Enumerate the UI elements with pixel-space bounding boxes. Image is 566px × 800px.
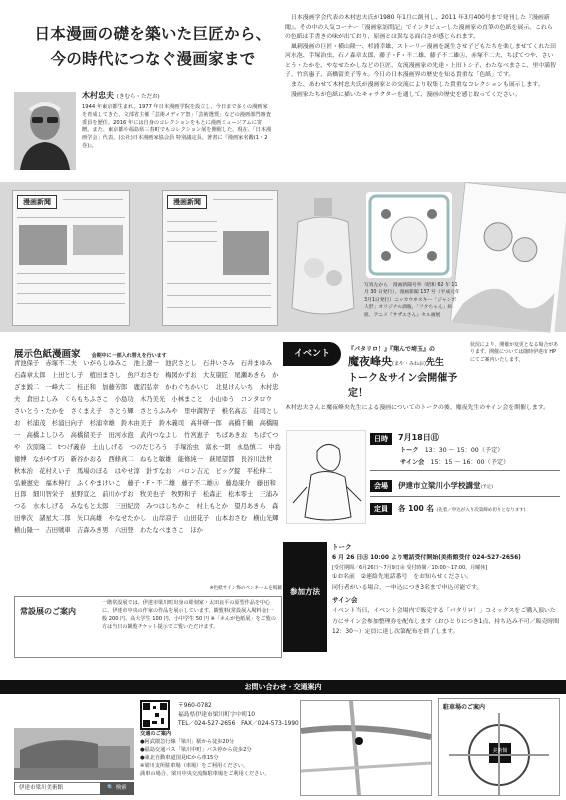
parking-map-title: 駐車場のご案内 (443, 704, 486, 711)
area-map (300, 700, 432, 796)
venue-label: 会場 (370, 480, 392, 492)
permanent-exhibit-text: 一階常設展では、伊達市梁川町出身の彫刻家・太田良平の原型作品を中心に、伊達市中央の作家の作品を展示しています。観覧料(常設展入場料金)一般 200 円、高大学生 100 円、小中学生 50 円 ※「ネんが色紙展」をご覧の方は当日の観覧チケット提示でご覧いただけます。 (102, 600, 276, 630)
parking-map (438, 698, 560, 796)
intro-p1: 日本漫画学会代表の木村忠夫氏が1980 年1月に創刊し、2011 年3月400号まで発刊した『漫画新聞』。その中の人気コーナー「漫画家訪問記」でインタビューした漫画家の直筆の色紙を展示。これらの色紙は手書きの味が出ており、原画とは異なる面白さが感じられます。 (285, 15, 553, 41)
artist-list: 青池保子 赤塚不二夫 いがらしゆみこ 池上遼一 池沢さとし 石井いさみ 石井まゆみ 石森章太郎 上田とし子 植田まさし 魚戸おさむ 梅図かずお 大友康匠 尾瀬あきら かざま鋭二 一峰大二 桂正和 加藤芳郎 鹿沼弘幸 かわぐちかいじ 北見けんいち 木村忠夫 倉田よしみ くらもちふさこ 小島功 木乃美光 小林まこと 小山ゆう コンタロウ さいとう・たかを さくまえ子 さとう輝 さとうふみや 里中満智子 椎名高志 荘司としお 杉浦茂 杉浦日向子 杉浦幸雄 鈴木由美子 鈴木義司 高井研一郎 高橋千鶴 高橋陽一 高橋よしひろ 高橋留美子 田河水泡 武内つなよし 竹宮恵子 ちばあきお ちばてつや 次原隆二 tつげ義春 土山しげる つのだじろう 手塚治虫 富永一朗 永島慎二 中島徳博 ながやす巧 新谷かおる 西條真二 ねもと敏雄 能條純一 萩尾望都 長谷川法世 秋本治 花村えい子 馬場のぼる はやせ淳 針すなお バロン吉元 ビッグ錠 平松伸二 弘兼憲史 福本伸行 ふくやまけいこ 藤子・F・不二雄 藤子不二雄Ⓐ 藤島康介 藤田和日郎 細川智栄子 星野宣之 前川かずお 牧美也子 牧野和子 松森正 松本零士 三浦みつる 水木しげる みなもと太郎 三田紀房 みつはしちかこ 村上もとか 望月あきら 森田拳次 諸星大二郎 矢口高雄 やなせたかし 山岸凉子 山田花子 山本おさむ 横山光輝 横山隆一 吉田戦車 吉森みき男 六田登 わたなべまさこ ほか (14, 360, 285, 535)
join-method-label: 参加方法 (283, 542, 327, 652)
divider (370, 470, 560, 471)
guest-illustration (286, 430, 366, 524)
capacity-label: 定員 (370, 503, 392, 515)
newspaper-photo-1: 漫画新聞 (12, 190, 130, 326)
divider (370, 496, 560, 497)
museum-photo (14, 728, 134, 780)
headline (18, 22, 288, 72)
newspaper-photo-2: 漫画新聞 (162, 190, 278, 326)
date-value: 7月18日㊐ (398, 433, 439, 442)
talk-time-row: トーク 13：30 ～ 15：00（予定） (400, 447, 504, 454)
bio-text: 1944 年東京都生まれ。1977 年日本漫画学院を設立し、今日まで多くの漫画家を育成してきた。文部省主催「芸術メディア祭」「芸術選奨」などの漫画部門審査委員を歴任。2016 年には自身のコレクションをもとに漫画ミュージアムに寄贈。また、東京都や福島県三春町でもコレクション展を開催した。現在、「日本漫画学会」代表。(公社)日本漫画家協会員 特別議定長。著書に『漫画家名鑑(1・2巻)』。 (82, 104, 272, 149)
bio-name: 木村忠夫 (きむら・ただお) (82, 91, 160, 100)
intro-text (285, 14, 557, 100)
venue-value: 伊達市立梁川小学校講堂(予定) (398, 481, 494, 490)
event-description: 木村忠夫さんと魔夜峰央先生による漫画についてのトークの後、魔夜先生のサイン会を開催します。 (285, 405, 550, 411)
permanent-exhibit-title: 常設展のご案内 (20, 607, 76, 616)
intro-p2: 風刺漫画の巨匠・横山隆一、杉浦幸雄、ストーリー漫画を誕生させ子どもたちを楽しませてくれた田河水泡、手塚治虫、石ノ森章太郎、藤子・F・不二雄、藤子不二雄Ⓐ、赤塚不二夫、ちばてつや、さいとう・たかを、やなせたかしなどの巨匠、女流漫画家の先達・上田トシ子、わたなべまさこ、里中満智子、竹宮惠子、高橋留美子等々。今日の日本漫画界の歴史を知る貴重な「色紙」です。 (285, 43, 557, 79)
event-badge: イベント (283, 342, 341, 366)
museum-marker: 美術館 (492, 748, 508, 754)
artist-footnote: ※色紙サイン怖のペンネームを掲載 (209, 586, 282, 591)
search-input[interactable]: 伊達市梁川美術館 (14, 782, 134, 795)
headline-line1: 日本漫画の礎を築いた巨匠から、 (34, 25, 272, 43)
event-notice: 状況により、開催が変更となる場合があります。開催については随時伊達市 HP にてご案内いたします。 (470, 342, 559, 363)
capacity-value: 各 100 名 (先着／申込が入り次第締め切りとなります) (398, 504, 526, 513)
event-title: 『パタリロ！』『翔んで埼玉』の 魔夜峰央(まや・みねお)先生 トーク＆サイン会開催予定！ (348, 346, 458, 399)
fukuchan-plate-photo (366, 192, 452, 278)
sign-time-row: サイン会 15：15 ～ 16：00（予定） (400, 459, 510, 466)
sazae-cel-photo (450, 182, 566, 332)
intro-p4: 漫画家たちが色紙に描いたキャラクターを通して、漫画の歴史を感じ取ってください。 (291, 91, 521, 98)
contact-info: 〒960-0782 福島県伊達市梁川町字中町10 TEL／024-527-2656 FAX／024-573-1990 (178, 703, 299, 727)
intro-p3: また、あわせて木村忠夫氏が漫画家との交流により収集した貴重なコレクションも展示します。 (291, 81, 544, 88)
search-button[interactable]: 🔍 検索 (100, 782, 134, 795)
access-info: 交通のご案内 ●阿武隈急行線「梁川」駅から徒歩20分 ●福島交通バス「梁川中町」バス停から徒歩2分 ●東北自動車道国見ICから車15分 ※梁川支所駐車場（車場）をご利用ください。 満車の場合、梁川中央交流館駐車場をご利用ください。 (140, 731, 270, 778)
gallery-caption: 写真左から 漫画新聞号外（昭和 62 年 11 月 30 日発行）、漫画新聞 137 号（平成元年3月1日発行）ニッカウヰスキー「ジャンボ人形」オリジナル酒瓶、「フクちゃん」絵皿、アニメ『サザエさん』セル画展 (364, 283, 460, 318)
exhibit-heading: 展示色紙漫画家 会期中に一部入れ替えを行います (14, 349, 167, 360)
whisky-bottle-photo (284, 198, 362, 323)
qr-code (140, 700, 170, 730)
portrait-photo (14, 92, 76, 170)
join-method-text: トーク 6 月 26 日㊏ 10:00 より電話受付開始(美術館受付 024-527-2656) [受付期間／6月26日～7月9日㊎ 受付時間／10:00～17:00、月曜休] ①お名前 ②連絡先電話番号 をお知らせください。 同行者がいる場合、一申込につき3名まで申込可能です。 サイン会 イベント当日、イベント会場内で販売する「パタリロ！」コミックスをご購入頂いた方にサイン会参加整理券を配布します（おひとりにつき1点、持ち込み不可／販売時間 12：30～）定員に達し次第配布を終了します。 (332, 543, 560, 636)
date-label: 日時 (370, 433, 392, 445)
contact-section-bar: お問い合わせ・交通案内 (0, 680, 566, 694)
headline-line2: 今の時代につなぐ漫画家まで (50, 49, 256, 68)
